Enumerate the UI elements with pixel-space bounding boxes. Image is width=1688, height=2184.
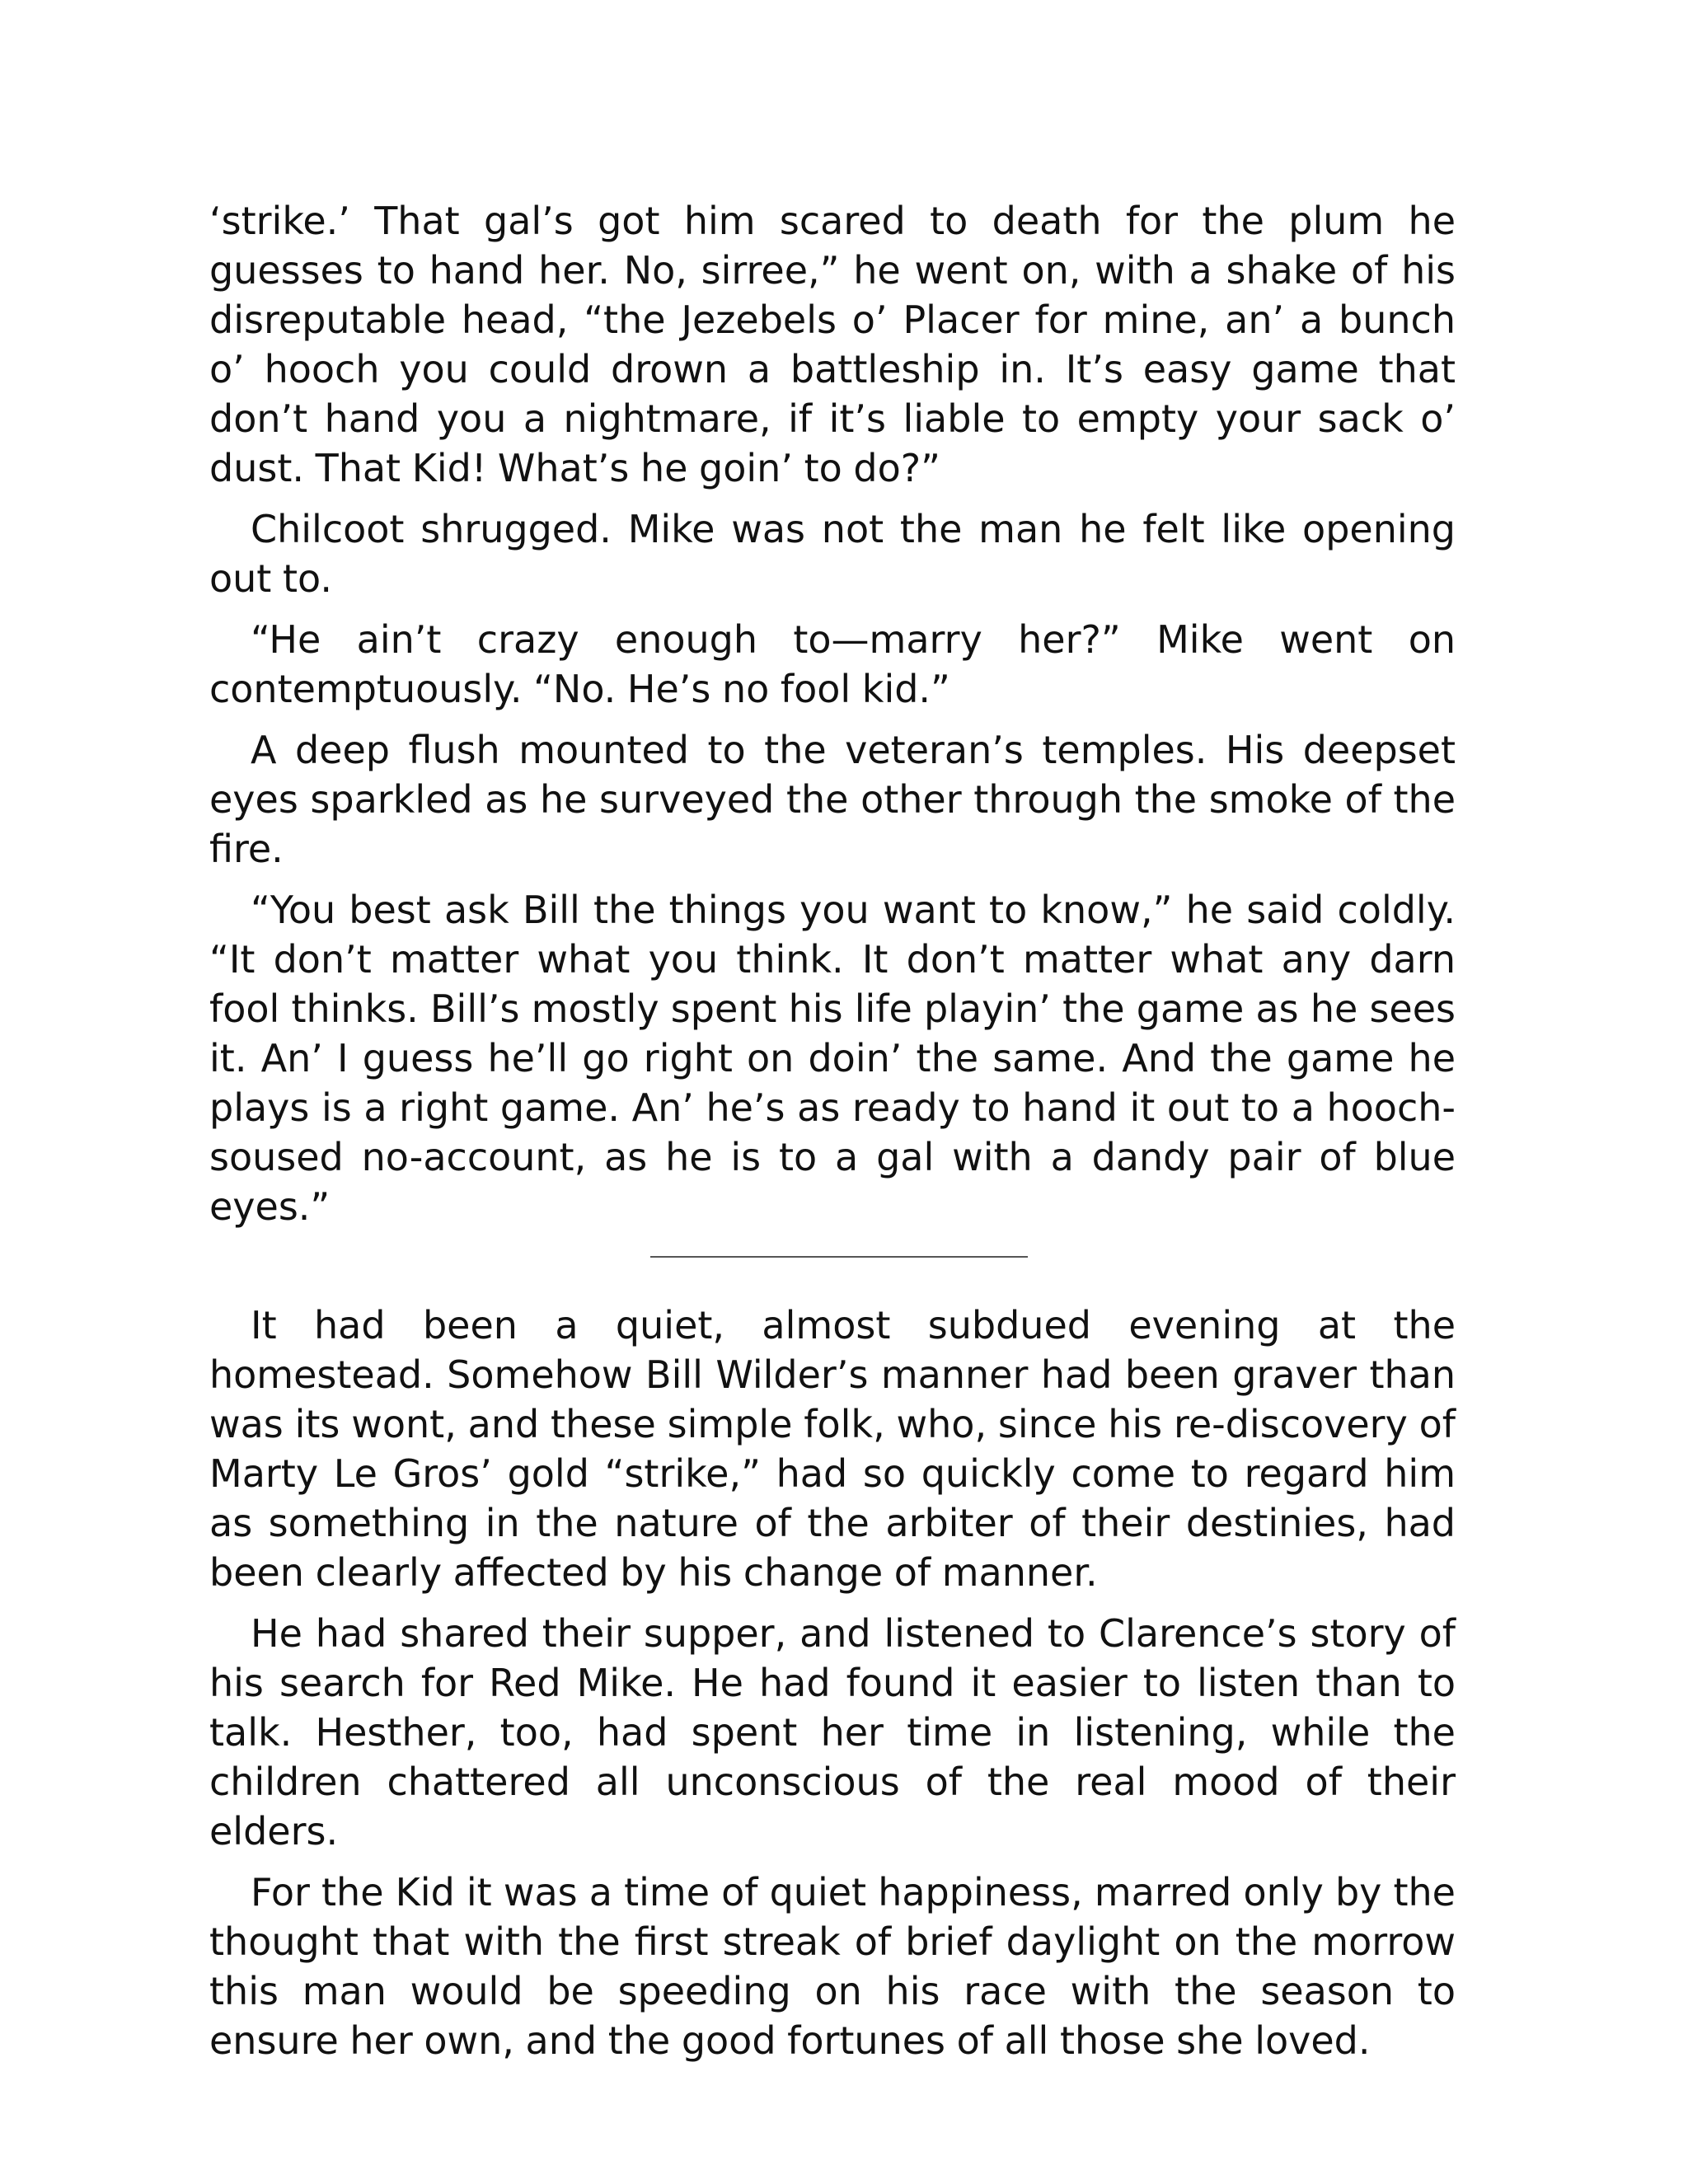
paragraph: “You best ask Bill the things you want to know,” he said coldly. “It don’t matter what you think. It don’t matter what any darn fool thinks. Bill’s mostly spent his life playin’ the game as he sees it. An’ I guess he’ll go right on doin’ the same. And the game he plays is a right game. An’ he’s as ready to hand it out to a hooch-soused no-account, as he is to a gal with a dandy pair of blue eyes.” xyxy=(209,888,1456,1229)
paragraph: For the Kid it was a time of quiet happiness, marred only by the thought that with the first streak of brief daylight on the morrow this man would be speeding on his race with the season to ensure her own, and the good fortunes of all those she loved. xyxy=(209,1870,1456,2063)
paragraph: ‘strike.’ That gal’s got him scared to death for the plum he guesses to hand her. No, sirree,” he went on, with a shake of his disreputable head, “the Jezebels o’ Placer for mine, an’ a bunch o’ hooch you could drown a battleship in. It’s easy game that don’t hand you a nightmare, if it’s liable to empty your sack o’ dust. That Kid! What’s he goin’ to do?” xyxy=(209,199,1456,490)
paragraph: Chilcoot shrugged. Mike was not the man he felt like opening out to. xyxy=(209,507,1456,601)
page-body xyxy=(209,196,1456,2077)
paragraph: “He ain’t crazy enough to—marry her?” Mike went on contemptuously. “No. He’s no fool kid.” xyxy=(209,617,1456,711)
paragraph: A deep flush mounted to the veteran’s temples. His deepset eyes sparkled as he surveyed the other through the smoke of the fire. xyxy=(209,728,1456,871)
paragraph: He had shared their supper, and listened to Clarence’s story of his search for Red Mike. He had found it easier to listen than to talk. Hesther, too, had spent her time in listening, while the children chattered all unconscious of the real mood of their elders. xyxy=(209,1611,1456,1854)
section-divider xyxy=(650,1256,1028,1258)
paragraph: It had been a quiet, almost subdued evening at the homestead. Somehow Bill Wilder’s manner had been graver than was its wont, and these simple folk, who, since his re-discovery of Marty Le Gros’ gold “strike,” had so quickly come to regard him as something in the nature of the arbiter of their destinies, had been clearly affected by his change of manner. xyxy=(209,1303,1456,1595)
